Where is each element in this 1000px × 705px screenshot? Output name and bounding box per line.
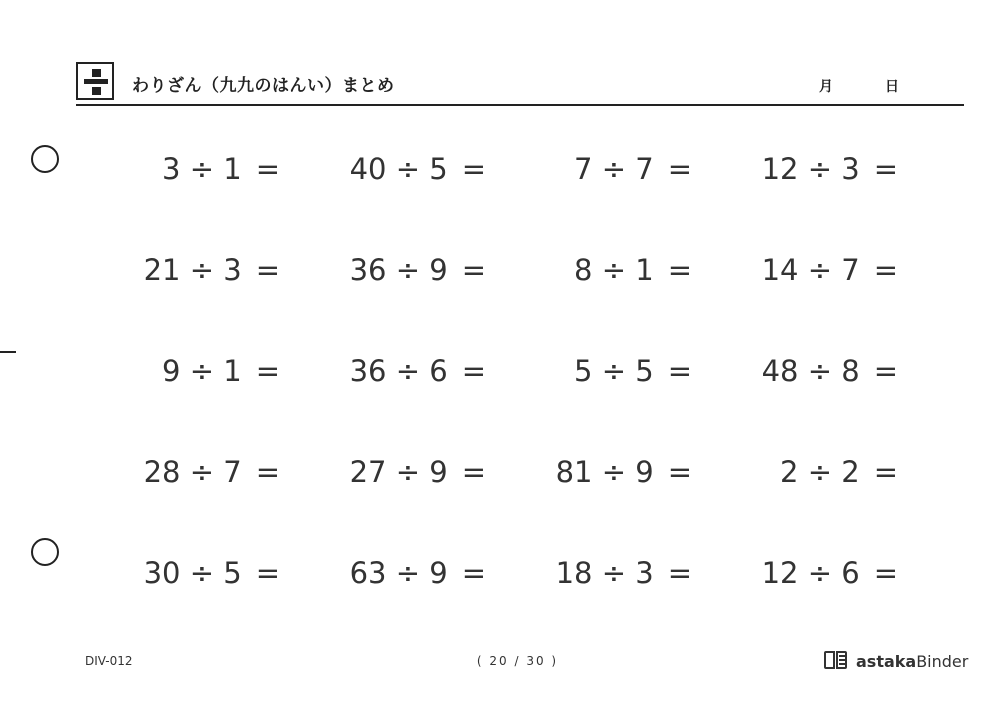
worksheet-code: DIV-012 bbox=[85, 654, 133, 668]
equals-sign: = bbox=[461, 152, 486, 186]
division-problem bbox=[728, 452, 898, 492]
problem-expression: 21 ÷ 3 bbox=[143, 253, 242, 287]
brand-name: astakaBinder bbox=[856, 651, 969, 671]
binder-hole-bottom bbox=[31, 538, 59, 566]
equals-sign: = bbox=[873, 556, 898, 590]
division-problem bbox=[110, 250, 280, 290]
day-label: 日 bbox=[885, 79, 899, 95]
division-problem bbox=[110, 149, 280, 189]
problem-expression: 28 ÷ 7 bbox=[143, 455, 242, 489]
problem-expression: 81 ÷ 9 bbox=[555, 455, 654, 489]
page-counter: ( 20 / 30 ) bbox=[476, 654, 559, 668]
fold-mark bbox=[0, 351, 16, 353]
equals-sign: = bbox=[461, 556, 486, 590]
equals-sign: = bbox=[873, 455, 898, 489]
division-problem bbox=[522, 250, 692, 290]
equals-sign: = bbox=[255, 152, 280, 186]
equals-sign: = bbox=[667, 354, 692, 388]
equals-sign: = bbox=[667, 556, 692, 590]
problem-expression: 9 ÷ 1 bbox=[162, 354, 242, 388]
division-problem bbox=[316, 351, 486, 391]
equals-sign: = bbox=[667, 455, 692, 489]
equals-sign: = bbox=[873, 354, 898, 388]
problem-expression: 18 ÷ 3 bbox=[555, 556, 654, 590]
problem-expression: 12 ÷ 6 bbox=[761, 556, 860, 590]
open-book-icon bbox=[824, 650, 850, 672]
binder-hole-top bbox=[31, 145, 59, 173]
equals-sign: = bbox=[255, 253, 280, 287]
problem-expression: 36 ÷ 6 bbox=[349, 354, 448, 388]
problem-expression: 40 ÷ 5 bbox=[349, 152, 448, 186]
brand-logo bbox=[824, 648, 968, 674]
problem-expression: 5 ÷ 5 bbox=[574, 354, 654, 388]
equals-sign: = bbox=[667, 253, 692, 287]
division-problem bbox=[110, 553, 280, 593]
division-problem bbox=[728, 553, 898, 593]
division-problem bbox=[522, 149, 692, 189]
problem-expression: 12 ÷ 3 bbox=[761, 152, 860, 186]
equals-sign: = bbox=[255, 455, 280, 489]
division-problem bbox=[316, 553, 486, 593]
equals-sign: = bbox=[667, 152, 692, 186]
problem-expression: 8 ÷ 1 bbox=[574, 253, 654, 287]
division-icon bbox=[76, 62, 114, 100]
division-problem bbox=[110, 452, 280, 492]
equals-sign: = bbox=[255, 556, 280, 590]
equals-sign: = bbox=[873, 152, 898, 186]
division-problem bbox=[728, 149, 898, 189]
month-label: 月 bbox=[819, 79, 833, 95]
problem-expression: 63 ÷ 9 bbox=[349, 556, 448, 590]
problem-expression: 48 ÷ 8 bbox=[761, 354, 860, 388]
division-problem bbox=[522, 553, 692, 593]
worksheet-title: わりざん（九九のはんい）まとめ bbox=[132, 76, 395, 96]
equals-sign: = bbox=[255, 354, 280, 388]
problem-expression: 14 ÷ 7 bbox=[761, 253, 860, 287]
problem-expression: 36 ÷ 9 bbox=[349, 253, 448, 287]
equals-sign: = bbox=[873, 253, 898, 287]
division-problem bbox=[110, 351, 280, 391]
equals-sign: = bbox=[461, 354, 486, 388]
equals-sign: = bbox=[461, 253, 486, 287]
division-problem bbox=[316, 149, 486, 189]
division-problem bbox=[728, 351, 898, 391]
problem-expression: 27 ÷ 9 bbox=[349, 455, 448, 489]
problem-expression: 7 ÷ 7 bbox=[574, 152, 654, 186]
worksheet-header bbox=[76, 62, 964, 106]
division-problem bbox=[316, 250, 486, 290]
problem-expression: 30 ÷ 5 bbox=[143, 556, 242, 590]
equals-sign: = bbox=[461, 455, 486, 489]
problem-expression: 2 ÷ 2 bbox=[780, 455, 860, 489]
division-problem bbox=[728, 250, 898, 290]
division-problem bbox=[522, 351, 692, 391]
division-problem bbox=[522, 452, 692, 492]
problem-expression: 3 ÷ 1 bbox=[162, 152, 242, 186]
division-problem bbox=[316, 452, 486, 492]
